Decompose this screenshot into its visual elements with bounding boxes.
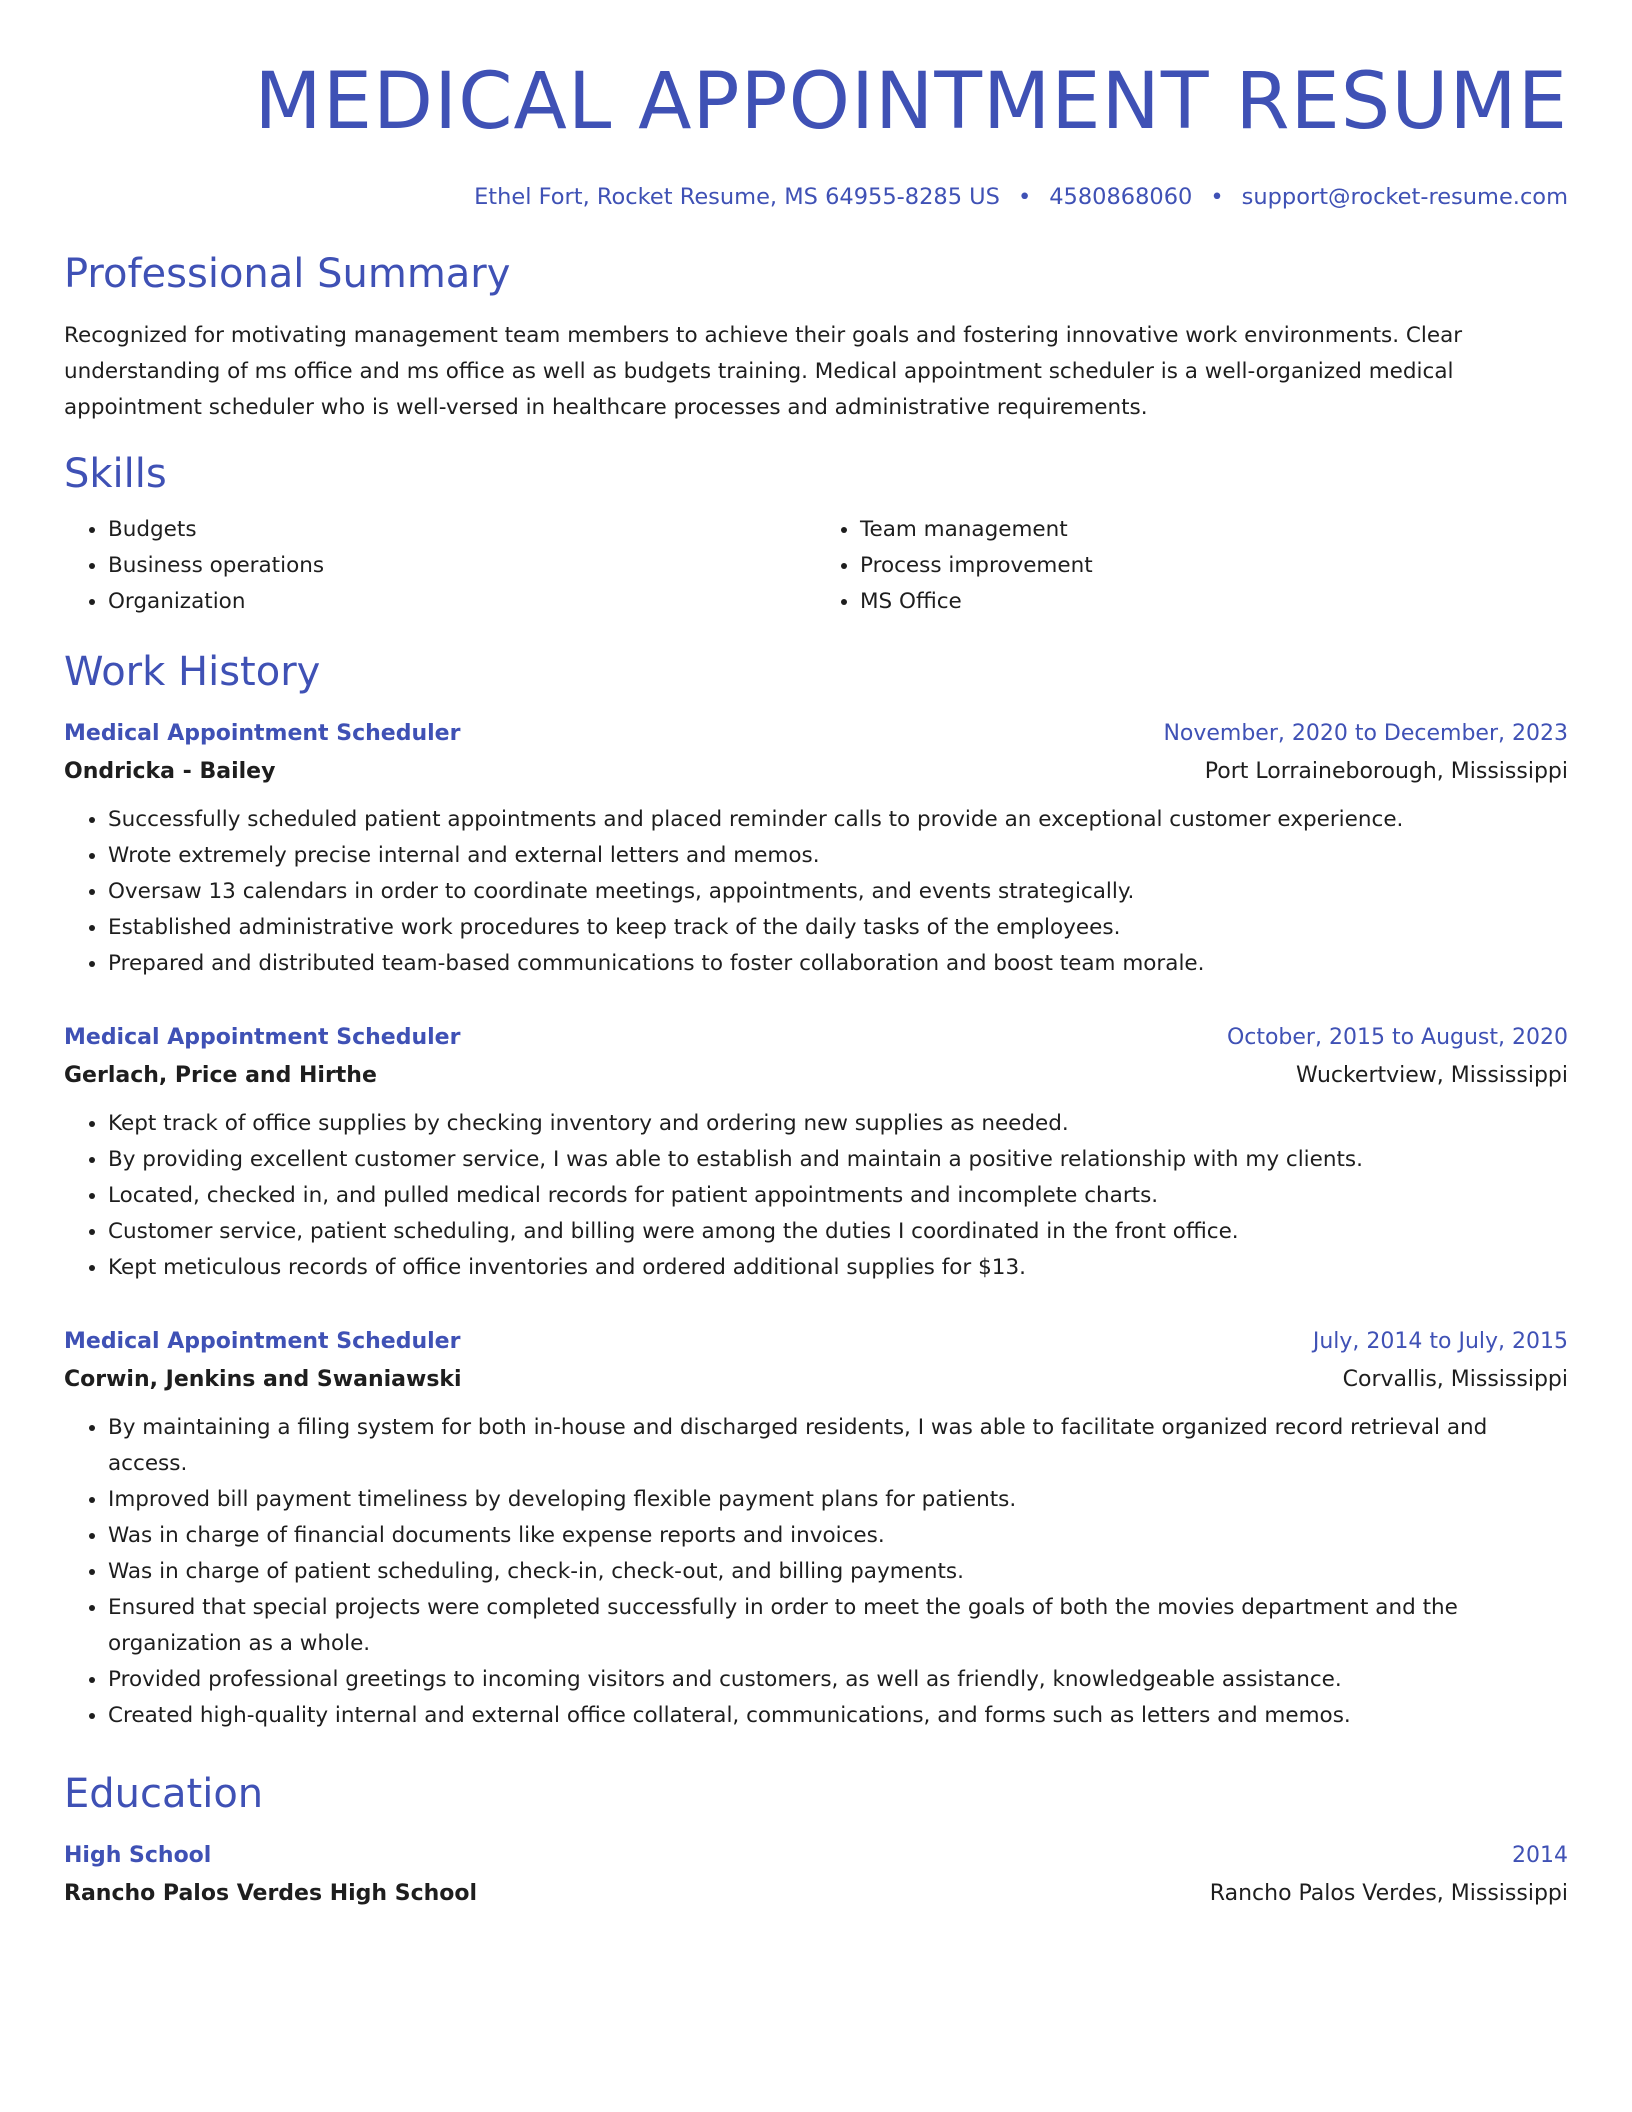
contact-address: Ethel Fort, Rocket Resume, MS 64955-8285 US: [474, 184, 1000, 210]
job-bullets: [64, 1106, 1568, 1286]
education-year: 2014: [1512, 1843, 1568, 1868]
education-location: Rancho Palos Verdes, Mississippi: [1209, 1881, 1568, 1906]
contact-line: [64, 182, 1568, 212]
education-school-row: [64, 1874, 1568, 1914]
job-bullet: • Wrote extremely precise internal and external letters and memos.: [108, 838, 1568, 874]
job-bullet: • Created high-quality internal and external office collateral, communications, and forms such as letters and memos.: [108, 1698, 1568, 1734]
education-entry: [64, 1838, 1568, 1914]
job-bullet: • Established administrative work procedures to keep track of the daily tasks of the employees.: [108, 910, 1568, 946]
work-history-section: [64, 648, 1568, 1734]
education-section: [64, 1770, 1568, 1914]
education-degree: High School: [64, 1843, 212, 1868]
contact-separator: •: [1017, 184, 1032, 210]
job-bullet: • By providing excellent customer service, I was able to establish and maintain a positive relationship with my clients.: [108, 1142, 1568, 1178]
job-location: Corvallis, Mississippi: [1342, 1367, 1568, 1392]
job-role: Medical Appointment Scheduler: [64, 721, 461, 746]
job-role: Medical Appointment Scheduler: [64, 1025, 461, 1050]
contact-separator: •: [1210, 184, 1224, 210]
job-bullet: • Kept meticulous records of office inventories and ordered additional supplies for $13.: [108, 1250, 1568, 1286]
skill-item: • Budgets: [108, 512, 816, 548]
section-title-education: Education: [64, 1771, 264, 1817]
education-header-row: [64, 1838, 1568, 1874]
job-header-row: [64, 1324, 1568, 1360]
job-dates: November, 2020 to December, 2023: [1163, 721, 1568, 746]
summary-text: Recognized for motivating management team members to achieve their goals and fostering innovative work environments. Clear understanding of ms office and ms office as well as budgets training. Medical appointment scheduler is a well-organized medical appointment scheduler who is well-versed in healthcare processes and administrative requirements.: [64, 323, 1463, 420]
job-bullet: • Successfully scheduled patient appointments and placed reminder calls to provide an exceptional customer experience.: [108, 802, 1568, 838]
skills-column-right: [816, 512, 1568, 620]
job-bullet: • Ensured that special projects were completed successfully in order to meet the goals of both the movies department and the organization as a whole.: [108, 1590, 1568, 1662]
resume-name: MEDICAL APPOINTMENT RESUME: [254, 57, 1568, 147]
section-title-summary: Professional Summary: [64, 251, 511, 297]
job-entry: [64, 716, 1568, 982]
job-bullet: • Improved bill payment timeliness by developing flexible payment plans for patients.: [108, 1482, 1568, 1518]
job-bullet: • Was in charge of patient scheduling, check-in, check-out, and billing payments.: [108, 1554, 1568, 1590]
education-school: Rancho Palos Verdes High School: [64, 1881, 478, 1906]
job-entry: [64, 1324, 1568, 1734]
contact-phone: 4580868060: [1049, 184, 1193, 210]
job-header-row: [64, 716, 1568, 752]
job-bullet: • Provided professional greetings to incoming visitors and customers, as well as friendly, knowledgeable assistance.: [108, 1662, 1568, 1698]
job-location: Port Lorraineborough, Mississippi: [1204, 759, 1568, 784]
job-company: Ondricka - Bailey: [64, 759, 276, 784]
skill-item: • Business operations: [108, 548, 816, 584]
job-company-row: [64, 752, 1568, 792]
skill-item: • MS Office: [860, 584, 1568, 620]
job-company-row: [64, 1360, 1568, 1400]
resume-header: [64, 0, 1568, 212]
job-bullet: • Was in charge of financial documents like expense reports and invoices.: [108, 1518, 1568, 1554]
job-bullet: • By maintaining a filing system for both in-house and discharged residents, I was able to facilitate organized record retrieval and access.: [108, 1410, 1568, 1482]
job-bullets: [64, 802, 1568, 982]
job-header-row: [64, 1020, 1568, 1056]
job-bullets: [64, 1410, 1568, 1734]
job-role: Medical Appointment Scheduler: [64, 1329, 461, 1354]
skills-section: [64, 450, 1568, 620]
job-company-row: [64, 1056, 1568, 1096]
job-bullet: • Oversaw 13 calendars in order to coordinate meetings, appointments, and events strategically.: [108, 874, 1568, 910]
section-title-work-history: Work History: [64, 649, 321, 695]
job-company: Corwin, Jenkins and Swaniawski: [64, 1367, 462, 1392]
job-company: Gerlach, Price and Hirthe: [64, 1063, 377, 1088]
job-bullet: • Prepared and distributed team-based communications to foster collaboration and boost team morale.: [108, 946, 1568, 982]
job-entry: [64, 1020, 1568, 1286]
job-bullet: • Located, checked in, and pulled medical records for patient appointments and incomplete charts.: [108, 1178, 1568, 1214]
job-bullet: • Kept track of office supplies by checking inventory and ordering new supplies as needed.: [108, 1106, 1568, 1142]
job-dates: October, 2015 to August, 2020: [1226, 1025, 1568, 1050]
summary-section: [64, 250, 1568, 426]
job-bullet: • Customer service, patient scheduling, and billing were among the duties I coordinated in the front office.: [108, 1214, 1568, 1250]
skills-grid: [64, 512, 1568, 620]
skill-item: • Team management: [860, 512, 1568, 548]
job-dates: July, 2014 to July, 2015: [1312, 1329, 1568, 1354]
contact-email[interactable]: support@rocket-resume.com: [1241, 184, 1568, 210]
skill-item: • Process improvement: [860, 548, 1568, 584]
skill-item: • Organization: [108, 584, 816, 620]
section-title-skills: Skills: [64, 451, 167, 497]
skills-column-left: [64, 512, 816, 620]
job-location: Wuckertview, Mississippi: [1295, 1063, 1568, 1088]
